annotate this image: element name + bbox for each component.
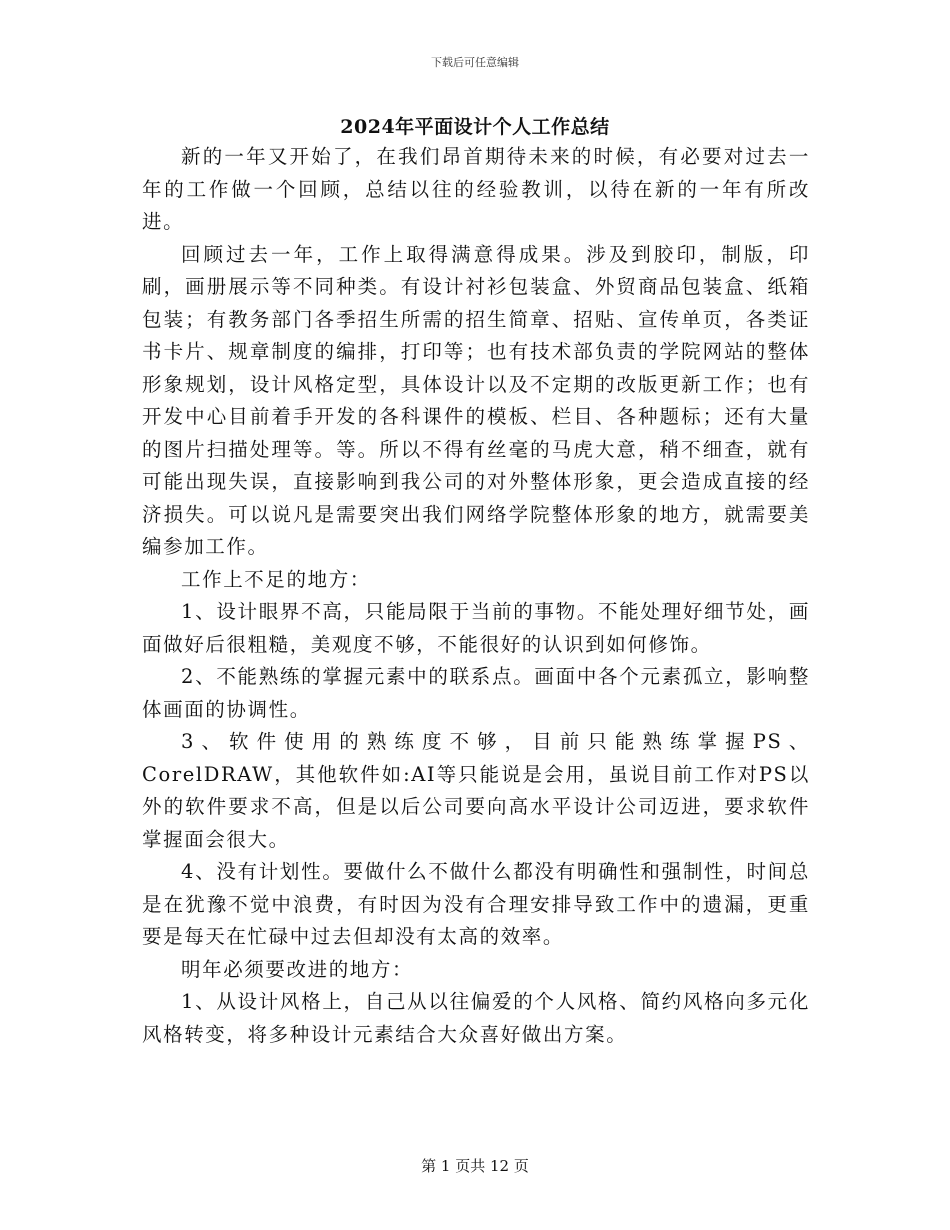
paragraph-shortcoming-4: 4、没有计划性。要做什么不做什么都没有明确性和强制性，时间总是在犹豫不觉中浪费，有时因为没有合理安排导致工作中的遗漏，更重要是每天在忙碌中过去但却没有太高的效率。 [142,860,810,948]
paragraph-improvement-1: 1、从设计风格上，自己从以往偏爱的个人风格、简约风格向多元化风格转变，将多种设计元素结合大众喜好做出方案。 [142,990,810,1046]
paragraph-shortcomings-heading: 工作上不足的地方： [181,567,371,591]
paragraph-improvements-heading: 明年必须要改进的地方： [181,957,414,981]
document-body [142,141,810,1051]
paragraph-shortcoming-3: 3、软件使用的熟练度不够，目前只能熟练掌握PS、CorelDRAW，其他软件如:AI等只能说是会用，虽说目前工作对PS以外的软件要求不高，但是以后公司要向高水平设计公司迈进，要求软件掌握面会很大。 [142,730,810,851]
document-title: 2024年平面设计个人工作总结 [340,116,610,138]
page-number-footer: 第 1 页共 12 页 [421,1157,529,1175]
paragraph-review: 回顾过去一年，工作上取得满意得成果。涉及到胶印，制版，印刷，画册展示等不同种类。有设计衬衫包装盒、外贸商品包装盒、纸箱包装；有教务部门各季招生所需的招生简章、招贴、宣传单页，各类证书卡片、规章制度的编排，打印等；也有技术部负责的学院网站的整体形象规划，设计风格定型，具体设计以及不定期的改版更新工作；也有开发中心目前着手开发的各科课件的模板、栏目、各种题标；还有大量的图片扫描处理等。等。所以不得有丝毫的马虎大意，稍不细查，就有可能出现失误，直接影响到我公司的对外整体形象，更会造成直接的经济损失。可以说凡是需要突出我们网络学院整体形象的地方，就需要美编参加工作。 [142,242,810,558]
paragraph-shortcoming-2: 2、不能熟练的掌握元素中的联系点。画面中各个元素孤立，影响整体画面的协调性。 [142,665,810,721]
header-note: 下载后可任意编辑 [431,56,519,69]
paragraph-intro: 新的一年又开始了，在我们昂首期待未来的时候，有必要对过去一年的工作做一个回顾，总结以往的经验教训，以待在新的一年有所改进。 [142,145,810,233]
paragraph-shortcoming-1: 1、设计眼界不高，只能局限于当前的事物。不能处理好细节处，画面做好后很粗糙，美观度不够，不能很好的认识到如何修饰。 [142,600,810,656]
